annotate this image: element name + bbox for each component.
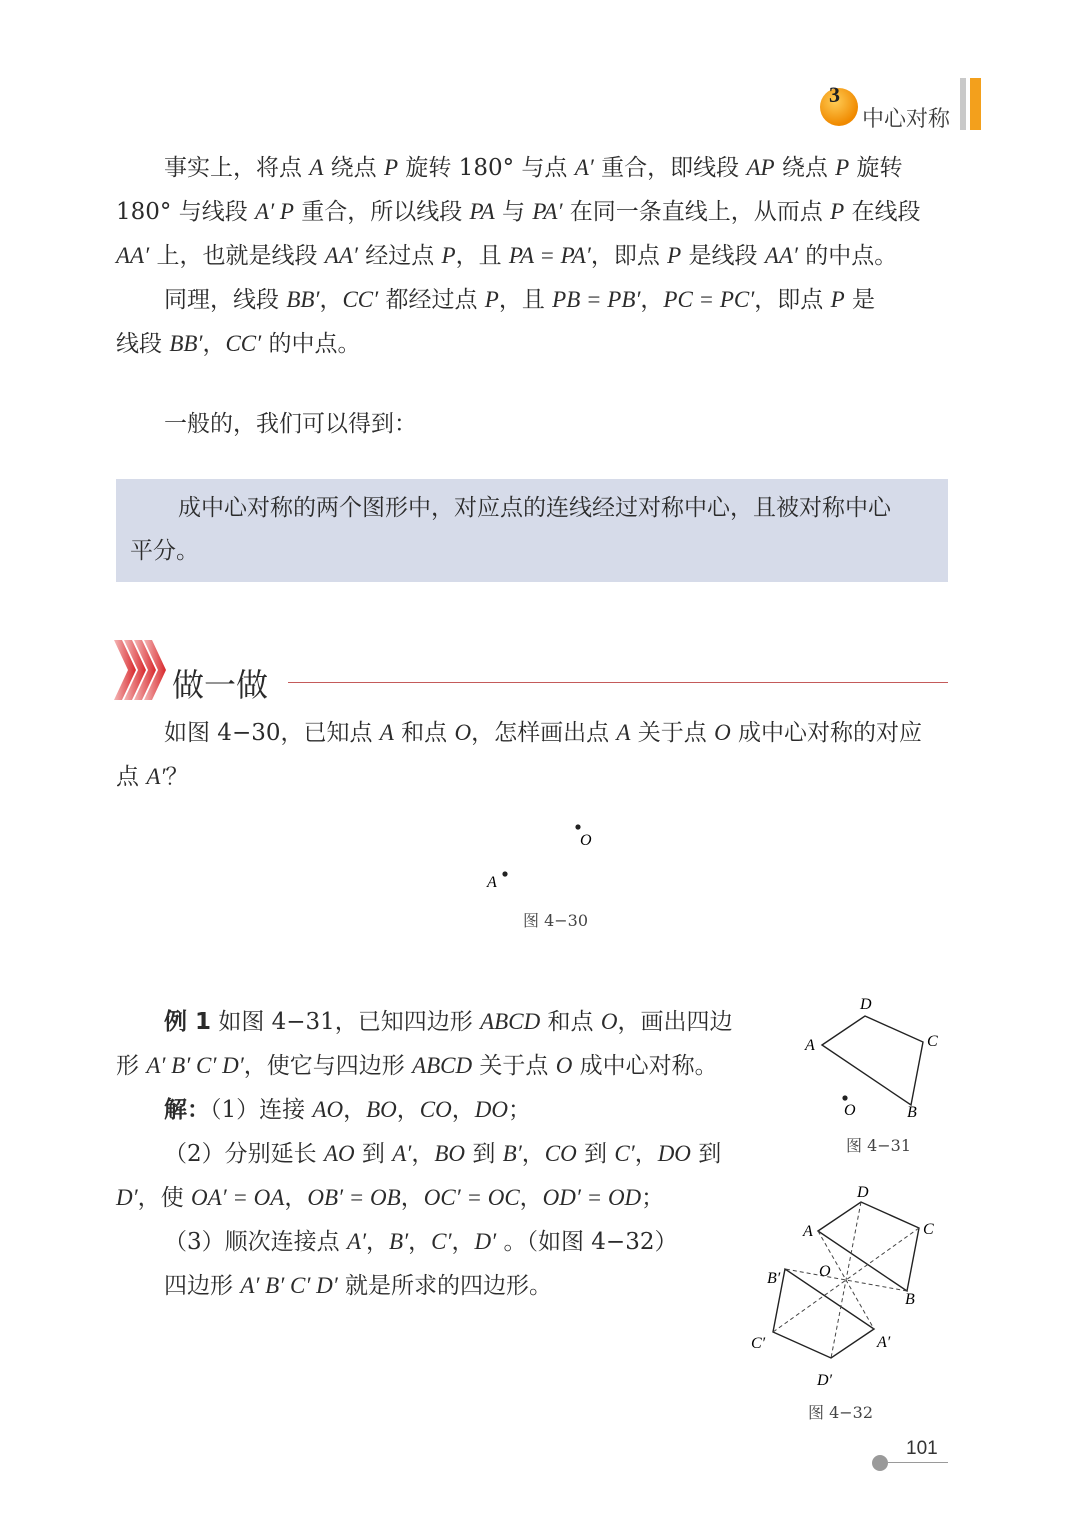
header-bar-decoration	[960, 78, 966, 130]
point-A	[502, 871, 507, 876]
label-O: O	[819, 1263, 831, 1280]
text-line: 同理，线段 BB′，CC′ 都经过点 P，且 PB = PB′，PC = PC′，即点 P 是	[164, 287, 875, 313]
figure-4-31	[795, 990, 955, 1125]
theorem-box	[116, 479, 948, 582]
text-line: D′，使 OA′ = OA，OB′ = OB，OC′ = OC，OD′ = OD；	[116, 1185, 665, 1211]
chevron-arrows-icon	[114, 640, 168, 700]
page-number-rule	[888, 1462, 948, 1463]
figure-caption: 图 4−30	[523, 911, 589, 930]
text-line: （3）顺次连接点 A′，B′，C′，D′ 。（如图 4−32）	[164, 1229, 678, 1255]
label-D: D	[857, 1184, 869, 1201]
label-C: C	[927, 1033, 938, 1050]
text-line: 形 A′ B′ C′ D′，使它与四边形 ABCD 关于点 O 成中心对称。	[116, 1053, 718, 1079]
label-B: B	[905, 1291, 915, 1308]
text-line: （2）分别延长 AO 到 A′，BO 到 B′，CO 到 C′，DO 到	[164, 1141, 722, 1167]
header-bar-accent	[970, 78, 981, 130]
label-A: A	[487, 874, 497, 891]
figure-4-30	[470, 815, 610, 895]
page-number: 101	[906, 1438, 938, 1459]
theorem-text: 成中心对称的两个图形中，对应点的连线经过对称中心，且被对称中心 平分。	[130, 495, 891, 564]
label-A: A	[803, 1223, 813, 1240]
page-dot-icon	[872, 1455, 888, 1471]
label-O: O	[844, 1102, 856, 1119]
activity-divider	[288, 682, 948, 683]
text-line: 解：（1）连接 AO，BO，CO，DO；	[164, 1097, 531, 1123]
text-line: 例 1 如图 4−31，已知四边形 ABCD 和点 O，画出四边	[164, 1009, 733, 1035]
quadrilateral-ABCD	[818, 1202, 919, 1291]
label-C: C	[923, 1221, 934, 1238]
label-D-prime: D′	[817, 1372, 833, 1389]
label-A-prime: A′	[877, 1334, 891, 1351]
text-line: 四边形 A′ B′ C′ D′ 就是所求的四边形。	[164, 1273, 553, 1299]
label-A: A	[805, 1037, 815, 1054]
text-line: AA′ 上，也就是线段 AA′ 经过点 P，且 PA = PA′，即点 P 是线段 AA′ 的中点。	[116, 243, 898, 269]
label-B-prime: B′	[767, 1270, 781, 1287]
point-O	[842, 1095, 847, 1100]
quadrilateral-ABCD	[822, 1016, 923, 1105]
point-O	[575, 824, 580, 829]
general-statement: 一般的，我们可以得到：	[164, 411, 417, 437]
label-B: B	[907, 1104, 917, 1121]
intro-paragraph	[116, 146, 950, 366]
text-line: 如图 4−30，已知点 A 和点 O，怎样画出点 A 关于点 O 成中心对称的对应	[164, 720, 923, 746]
text-line: 180° 与线段 A′ P 重合，所以线段 PA 与 PA′ 在同一条直线上，从而点 P 在线段	[116, 199, 921, 225]
text-line: 事实上，将点 A 绕点 P 旋转 180° 与点 A′ 重合，即线段 AP 绕点 P 旋转	[164, 155, 903, 181]
chapter-number-badge: 3	[820, 88, 858, 126]
chapter-title: 中心对称	[862, 107, 951, 132]
figure-caption: 图 4−32	[808, 1403, 874, 1422]
activity-title: 做一做	[172, 666, 269, 704]
text-line: 线段 BB′，CC′ 的中点。	[116, 331, 361, 357]
activity-question	[116, 711, 950, 799]
quadrilateral-A1B1C1D1	[773, 1269, 874, 1358]
label-D: D	[860, 996, 872, 1013]
label-O: O	[580, 832, 592, 849]
label-C-prime: C′	[751, 1335, 766, 1352]
connecting-lines	[773, 1202, 919, 1358]
figure-4-32	[745, 1180, 955, 1395]
figure-caption: 图 4−31	[846, 1136, 912, 1155]
example-1	[116, 1000, 766, 1308]
text-line: 点 A′？	[116, 764, 189, 790]
